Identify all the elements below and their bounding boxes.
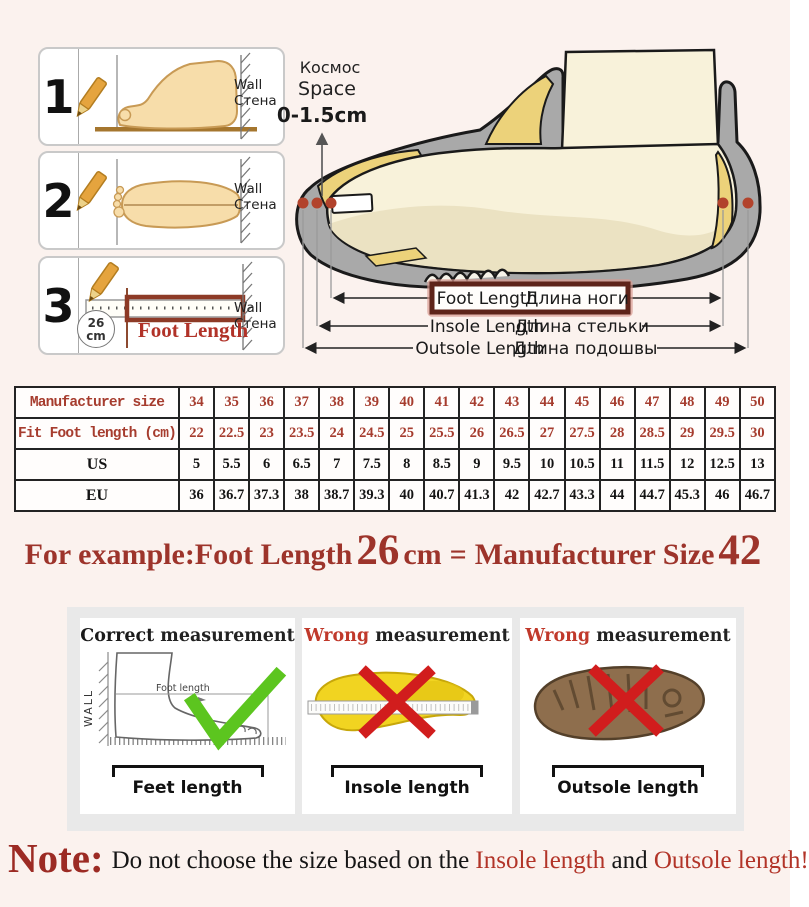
measured-unit: cm — [86, 329, 106, 343]
size-table-cell: 23.5 — [284, 418, 319, 449]
note-text-2: and — [605, 847, 654, 874]
size-table-cell: 40.7 — [424, 480, 459, 511]
note-line — [8, 834, 809, 882]
wall-ru: Стена — [234, 93, 277, 109]
step-number-3: 3 — [42, 278, 75, 333]
size-table-cell: 10 — [529, 449, 564, 480]
note-text-1: Do not choose the size based on the — [111, 847, 476, 874]
shoe-cutaway-diagram — [276, 40, 790, 372]
size-table-cell: 8 — [389, 449, 424, 480]
space-range: 0-1.5cm — [276, 103, 368, 127]
leg-shape — [562, 50, 718, 150]
size-table-cell: 6 — [249, 449, 284, 480]
note-highlight-insole: Insole length — [475, 847, 606, 874]
example-text-mid: Manufacturer Size — [474, 538, 715, 571]
size-table-cell: 29 — [670, 418, 705, 449]
panel-caption: Outsole length — [557, 778, 699, 798]
big-toe — [120, 110, 131, 121]
size-table-cell: 37.3 — [249, 480, 284, 511]
size-table-cell: 11.5 — [635, 449, 670, 480]
size-table-cell: 11 — [600, 449, 635, 480]
size-table-cell: 27.5 — [565, 418, 600, 449]
size-table-cell: 8.5 — [424, 449, 459, 480]
size-table-cell: 6.5 — [284, 449, 319, 480]
size-table-cell: 37 — [284, 387, 319, 418]
size-table-cell: 30 — [740, 418, 775, 449]
correct-foot-illustration — [80, 650, 295, 760]
foot-length-label: Foot Length — [137, 318, 249, 342]
size-table-cell: 29.5 — [705, 418, 740, 449]
panel-caption: Feet length — [132, 778, 243, 798]
toe-marker — [332, 194, 373, 213]
panel-wrong-outsole — [520, 618, 736, 814]
size-table-cell: 38 — [284, 480, 319, 511]
panel-title — [302, 626, 512, 646]
example-value-cm: 26 — [356, 527, 400, 574]
caption-bracket — [331, 765, 483, 777]
size-table-cell: 34 — [179, 387, 214, 418]
size-table-cell: 28 — [600, 418, 635, 449]
size-table-row-label: Manufacturer size — [15, 387, 179, 418]
size-table-cell: 36 — [179, 480, 214, 511]
size-table-cell: 22.5 — [214, 418, 249, 449]
size-table-cell: 44 — [600, 480, 635, 511]
caption-bracket — [552, 765, 704, 777]
size-table-cell: 28.5 — [635, 418, 670, 449]
panel-correct-measurement — [80, 618, 295, 814]
step-panel-1 — [38, 47, 285, 146]
size-table-cell: 5.5 — [214, 449, 249, 480]
size-table-cell: 12 — [670, 449, 705, 480]
size-table-cell: 45 — [565, 387, 600, 418]
step-panel-3 — [38, 256, 285, 355]
insole-illustration — [302, 650, 512, 760]
title-rest: measurement — [154, 626, 295, 646]
note-exclaim: ! — [800, 847, 809, 874]
wall-en: Wall — [234, 77, 263, 93]
title-highlight: Wrong — [304, 626, 370, 646]
size-table-cell: 46 — [600, 387, 635, 418]
size-table-cell: 43.3 — [565, 480, 600, 511]
size-table-row — [15, 480, 775, 511]
size-table-cell: 38 — [319, 387, 354, 418]
size-table-cell: 42 — [494, 480, 529, 511]
measurement-comparison-strip — [67, 607, 744, 831]
step-number-2: 2 — [42, 173, 75, 228]
size-table-row — [15, 449, 775, 480]
size-table-cell: 46 — [705, 480, 740, 511]
size-table-cell: 12.5 — [705, 449, 740, 480]
size-table-cell: 5 — [179, 449, 214, 480]
size-table-cell: 41.3 — [459, 480, 494, 511]
size-table-cell: 25 — [389, 418, 424, 449]
panel-title — [80, 626, 295, 646]
size-table-cell: 9 — [459, 449, 494, 480]
size-table-row-label: EU — [15, 480, 179, 511]
outsole-length-ru: Длина подошвы — [512, 339, 658, 359]
wall-en: Wall — [234, 181, 263, 197]
size-table-cell: 45.3 — [670, 480, 705, 511]
size-table-cell: 39 — [354, 387, 389, 418]
shoe-diagram-svg — [276, 40, 790, 372]
outsole-length-en: Outsole Length — [415, 339, 545, 359]
example-text-before: For example:Foot Length — [24, 538, 353, 571]
title-highlight: Wrong — [525, 626, 591, 646]
caption-bracket — [112, 765, 264, 777]
size-table-cell: 7 — [319, 449, 354, 480]
outsole-illustration — [520, 650, 736, 760]
size-table-cell: 35 — [214, 387, 249, 418]
foot-length-ru: Длина ноги — [525, 289, 629, 309]
foot-side-shape — [118, 61, 237, 129]
inner-foot-length-label: Foot length — [156, 683, 210, 694]
example-value-size: 42 — [718, 527, 762, 574]
size-table-cell: 49 — [705, 387, 740, 418]
panel-caption: Insole length — [344, 778, 470, 798]
size-table-cell: 39.3 — [354, 480, 389, 511]
wall-en: Wall — [234, 300, 263, 316]
size-table-cell: 13 — [740, 449, 775, 480]
pencil-icon — [73, 171, 107, 213]
wall-label — [234, 77, 280, 109]
size-table-cell: 44.7 — [635, 480, 670, 511]
example-unit: cm — [403, 538, 442, 571]
size-table-cell: 46.7 — [740, 480, 775, 511]
size-table-cell: 27 — [529, 418, 564, 449]
pencil-icon — [85, 262, 119, 304]
size-table-row-label: Fit Foot length (cm) — [15, 418, 179, 449]
size-table-row — [15, 387, 775, 418]
size-table-cell: 24.5 — [354, 418, 389, 449]
pencil-icon — [73, 77, 107, 119]
example-line — [0, 526, 790, 575]
size-table-cell: 7.5 — [354, 449, 389, 480]
step-panel-2 — [38, 151, 285, 250]
size-table-cell: 10.5 — [565, 449, 600, 480]
size-table-cell: 24 — [319, 418, 354, 449]
size-table-cell: 41 — [424, 387, 459, 418]
title-rest: measurement — [369, 626, 510, 646]
panel-title — [520, 626, 736, 646]
title-highlight: Correct — [80, 626, 155, 646]
title-rest: measurement — [590, 626, 731, 646]
size-table-cell: 9.5 — [494, 449, 529, 480]
size-table-row-label: US — [15, 449, 179, 480]
wall-text: WALL — [82, 688, 95, 728]
size-table-cell: 25.5 — [424, 418, 459, 449]
size-table-cell: 44 — [529, 387, 564, 418]
measured-length-badge — [77, 310, 115, 348]
space-label-en: Space — [298, 78, 356, 100]
wall-hatch — [99, 652, 108, 746]
size-table-cell: 42.7 — [529, 480, 564, 511]
step-number-1: 1 — [42, 69, 75, 124]
size-table-row — [15, 418, 775, 449]
size-table-cell: 50 — [740, 387, 775, 418]
note-label: Note: — [8, 835, 104, 881]
size-table — [14, 386, 776, 512]
size-table-cell: 47 — [635, 387, 670, 418]
foot-length-en: Foot Length — [436, 289, 538, 309]
size-table-cell: 40 — [389, 387, 424, 418]
note-highlight-outsole: Outsole length — [653, 847, 801, 874]
wall-label — [234, 181, 280, 213]
size-table-cell: 22 — [179, 418, 214, 449]
wall-ru: Стена — [234, 197, 277, 213]
panel-wrong-insole — [302, 618, 512, 814]
wall-ru: Стена — [234, 316, 277, 332]
size-table-cell: 40 — [389, 480, 424, 511]
space-label-ru: Космос — [299, 58, 361, 77]
size-table-cell: 26 — [459, 418, 494, 449]
insole-length-ru: Длина стельки — [514, 317, 650, 337]
size-table-cell: 48 — [670, 387, 705, 418]
size-table-cell: 36 — [249, 387, 284, 418]
size-table-cell: 26.5 — [494, 418, 529, 449]
size-table-cell: 38.7 — [319, 480, 354, 511]
size-table-cell: 43 — [494, 387, 529, 418]
measured-value: 26 — [87, 316, 105, 330]
size-table-cell: 36.7 — [214, 480, 249, 511]
size-table-cell: 23 — [249, 418, 284, 449]
insole-length-en: Insole Length — [429, 317, 545, 337]
example-equals: = — [449, 538, 467, 571]
size-table-cell: 42 — [459, 387, 494, 418]
